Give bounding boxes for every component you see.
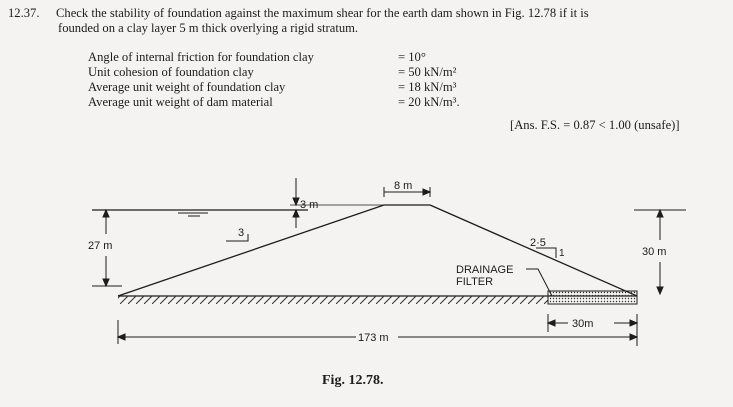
given-label: Average unit weight of foundation clay — [88, 80, 286, 94]
downstream-slope-horizontal: 2·5 — [530, 237, 546, 249]
upstream-slope-horizontal: 3 — [238, 227, 245, 239]
dam-height-label: 30 m — [642, 246, 667, 258]
filter-length-label: 30m — [572, 318, 594, 330]
foundation-hatch — [118, 296, 548, 304]
problem-line-2: founded on a clay layer 5 m thick overlying a rigid stratum. — [58, 20, 359, 35]
drainage-filter-label-1: DRAINAGE — [456, 264, 514, 276]
given-value: = 50 kN/m² — [398, 65, 457, 79]
dam-upstream-slope — [118, 205, 384, 296]
given-value: = 10° — [398, 50, 426, 64]
problem-line-1: Check the stability of foundation against the maximum shear for the earth dam shown in Fig. 12.78 if it is — [56, 6, 589, 20]
freeboard-label: 3 m — [300, 199, 319, 211]
figure-caption: Fig. 12.78. — [322, 373, 384, 388]
downstream-slope-vertical: 1 — [559, 248, 565, 259]
drainage-filter — [548, 291, 637, 304]
water-depth-label: 27 m — [88, 240, 113, 252]
given-value: = 20 kN/m³. — [398, 95, 460, 109]
given-value: = 18 kN/m³ — [398, 80, 457, 94]
given-label: Unit cohesion of foundation clay — [88, 65, 254, 79]
given-label: Angle of internal friction for foundation clay — [88, 50, 314, 64]
base-width-label: 173 m — [358, 332, 389, 344]
crest-width-label: 8 m — [394, 180, 413, 192]
given-label: Average unit weight of dam material — [88, 95, 273, 109]
problem-number: 12.37. — [8, 6, 40, 20]
answer: [Ans. F.S. = 0.87 < 1.00 (unsafe)] — [510, 118, 680, 132]
drainage-filter-label-2: FILTER — [456, 276, 494, 288]
